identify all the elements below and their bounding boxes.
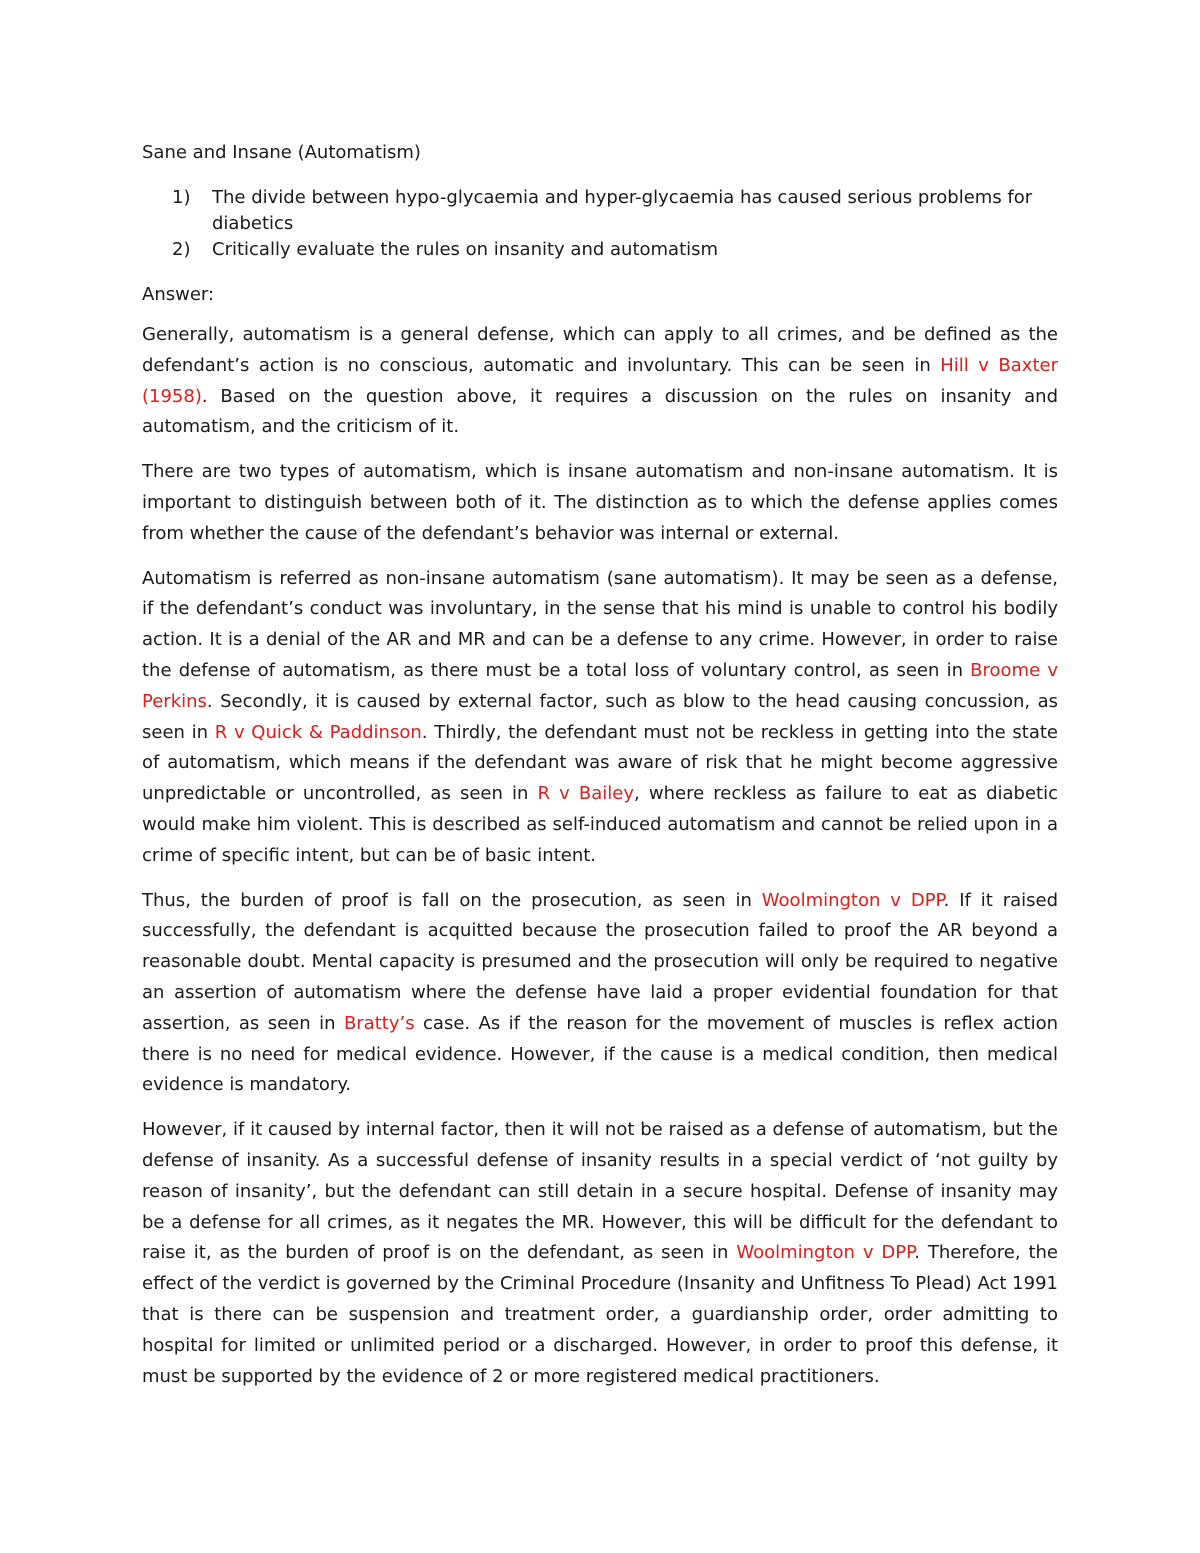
paragraph-text: There are two types of automatism, which is insane automatism and non-insane automatism. It is important to distinguish between both of it. The distinction as to which the defense applies comes from whether the cause of the defendant’s behavior was internal or external. [142,461,1058,544]
answer-paragraph [142,1115,1058,1392]
case-citation: Woolmington v DPP [736,1242,915,1264]
paragraph-text: However, if it caused by internal factor, then it will not be raised as a defense of automatism, but the defense of insanity. As a successful defense of insanity results in a special verdict of ‘not guilty by reason of insanity’, but the defendant can still detain in a secure hospital. Defense of insanity may be a defense for all crimes, as it negates the MR. However, this will be difficult for the defendant to raise it, as the burden of proof is on the defendant, as seen in [142,1119,1058,1264]
paragraph-text: . If it raised successfully, the defendant is acquitted because the prosecution failed to proof the AR beyond a reasonable doubt. Mental capacity is presumed and the prosecution will only be required to negative an assertion of automatism where the defense have laid a proper evidential foundation for that assertion, as seen in [142,889,1058,1034]
document-page [142,138,1058,1406]
answer-paragraph [142,564,1058,872]
case-citation: Bratty’s [343,1012,415,1034]
paragraph-text: , where reckless as failure to eat as diabetic would make him violent. This is described as self-induced automatism and cannot be relied upon in a crime of specific intent, but can be of basic intent. [142,783,1058,866]
paragraph-text: . Based on the question above, it requires a discussion on the rules on insanity and automatism, and the criticism of it. [142,385,1058,438]
paragraph-text: Automatism is referred as non-insane automatism (sane automatism). It may be seen as a defense, if the defendant’s conduct was involuntary, in the sense that his mind is unable to control his bodily action. It is a denial of the AR and MR and can be a defense to any crime. However, in order to raise the defense of automatism, as there must be a total loss of voluntary control, as seen in [142,567,1058,681]
document-title: Sane and Insane (Automatism) [142,142,421,163]
question-number: 1) [172,187,191,208]
answer-paragraph [142,457,1058,549]
paragraph-text: Thus, the burden of proof is fall on the prosecution, as seen in [142,889,762,911]
paragraph-text: . Therefore, the effect of the verdict is governed by the Criminal Procedure (Insanity and Unfitness To Plead) Act 1991 that is there can be suspension and treatment order, a guardianship order, order admitting to hospital for limited or unlimited period or a discharged. However, in order to proof this defense, it must be supported by the evidence of 2 or more registered medical practitioners. [142,1242,1058,1387]
question-item [142,237,1058,263]
case-citation: Woolmington v DPP [761,889,944,911]
paragraph-text: Generally, automatism is a general defense, which can apply to all crimes, and be defined as the defendant’s action is no conscious, automatic and involuntary. This can be seen in [142,324,1058,376]
question-list [142,185,1058,263]
answer-body [142,320,1058,1392]
paragraph-text: . Thirdly, the defendant must not be reckless in getting into the state of automatism, which means if the defendant was aware of risk that he might become aggressive unpredictable or uncontrolled, as seen in [142,721,1059,805]
answer-paragraph [142,320,1058,443]
question-text: The divide between hypo-glycaemia and hyper-glycaemia has caused serious problems for diabetics [212,187,1033,234]
answer-paragraph [142,886,1058,1102]
paragraph-text: case. As if the reason for the movement of muscles is reflex action there is no need for medical evidence. However, if the cause is a medical condition, then medical evidence is mandatory. [142,1012,1058,1096]
case-citation: Broome v Perkins [142,659,1058,712]
question-text: Critically evaluate the rules on insanity and automatism [212,239,719,260]
answer-label: Answer: [142,284,215,305]
case-citation: Hill v Baxter (1958) [142,354,1058,407]
case-citation: R v Quick & Paddinson [214,721,422,743]
paragraph-text: . Secondly, it is caused by external factor, such as blow to the head causing concussion, as seen in [142,690,1058,743]
question-item [142,185,1058,237]
question-number: 2) [172,239,191,260]
case-citation: R v Bailey [537,783,635,805]
